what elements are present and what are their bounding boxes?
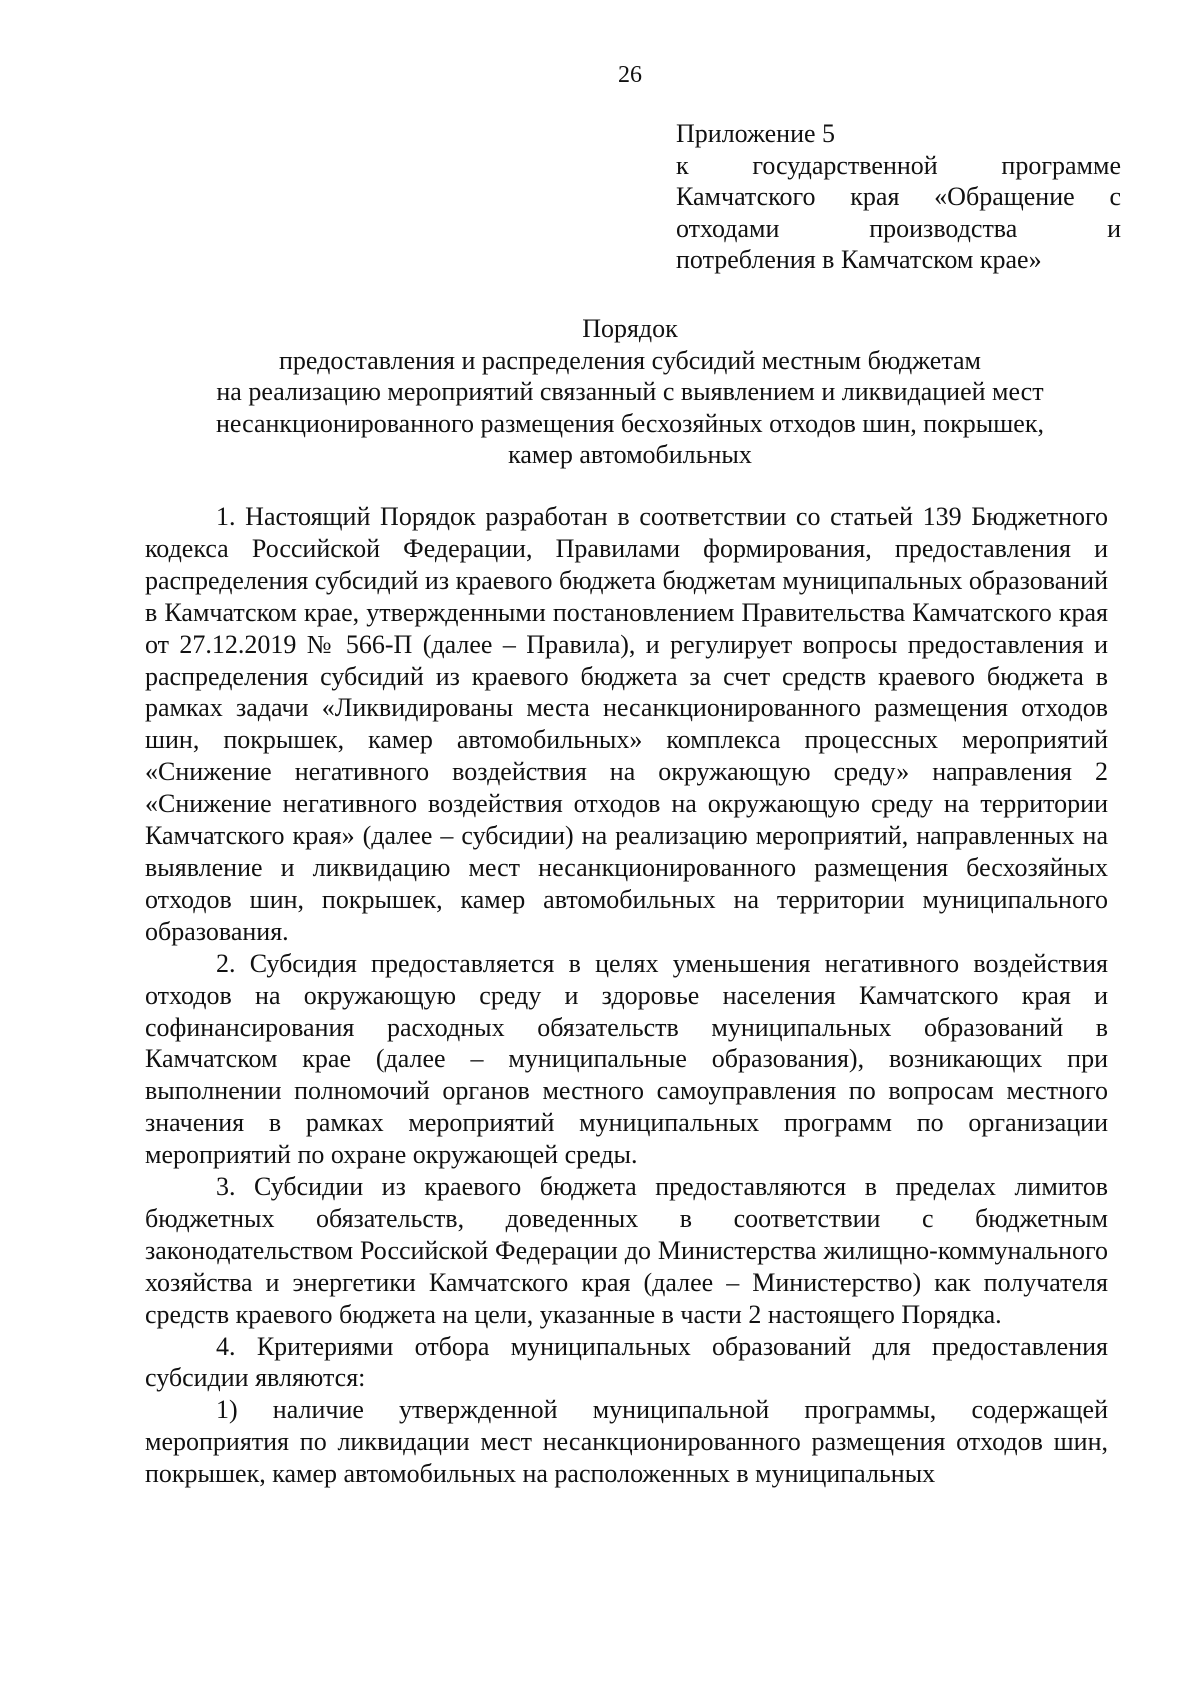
page-number: 26 bbox=[618, 62, 642, 88]
title-line: на реализацию мероприятий связанный с выявлением и ликвидацией мест bbox=[216, 377, 1044, 406]
appendix-header bbox=[676, 118, 1121, 276]
paragraph-4: 4. Критериями отбора муниципальных образований для предоставления субсидии являются: bbox=[145, 1331, 1108, 1393]
appendix-line: к государственной программе bbox=[676, 150, 1121, 180]
title-line: камер автомобильных bbox=[508, 440, 752, 469]
paragraph-4-item-1: 1) наличие утвержденной муниципальной программы, содержащей мероприятия по ликвидации мест несанкционированного размещения отходов шин, покрышек, камер автомобильных на расположенных в муниципальных bbox=[145, 1395, 1108, 1489]
appendix-line: Приложение 5 bbox=[676, 119, 836, 148]
paragraph-1: 1. Настоящий Порядок разработан в соответствии со статьей 139 Бюджетного кодекса Российской Федерации, Правилами формирования, предоставления и распределения субсидий из краевого бюджета бюджетам муниципальных образований в Камчатском крае, утвержденными постановлением Правительства Камчатского края от 27.12.2019 № 566-П (далее – Правила), и регулирует вопросы предоставления и распределения субсидий из краевого бюджета за счет средств краевого бюджета в рамках задачи «Ликвидированы места несанкционированного размещения отходов шин, покрышек, камер автомобильных» комплекса процессных мероприятий «Снижение негативного воздействия на окружающую среду» направления 2 «Снижение негативного воздействия отходов на окружающую среду на территории Камчатского края» (далее – субсидии) на реализацию мероприятий, направленных на выявление и ликвидацию мест несанкционированного размещения бесхозяйных отходов шин, покрышек, камер автомобильных на территории муниципального образования. bbox=[145, 502, 1108, 946]
title-line: несанкционированного размещения бесхозяйных отходов шин, покрышек, bbox=[216, 408, 1044, 438]
title-line: предоставления и распределения субсидий местным бюджетам bbox=[278, 345, 982, 375]
document-body bbox=[145, 501, 1108, 1490]
appendix-line: Камчатского края «Обращение с bbox=[676, 182, 1121, 211]
appendix-line: отходами производства и bbox=[676, 213, 1121, 243]
appendix-line: потребления в Камчатском крае» bbox=[676, 245, 1042, 274]
document-title bbox=[145, 313, 1115, 471]
paragraph-2: 2. Субсидия предоставляется в целях уменьшения негативного воздействия отходов на окружающую среду и здоровье населения Камчатского края и софинансирования расходных обязательств муниципальных образований в Камчатском крае (далее – муниципальные образования), возникающих при выполнении полномочий органов местного самоуправления по вопросам местного значения в рамках мероприятий муниципальных программ по организации мероприятий по охране окружающей среды. bbox=[145, 948, 1108, 1170]
title-line: Порядок bbox=[582, 314, 678, 343]
paragraph-3: 3. Субсидии из краевого бюджета предоставляются в пределах лимитов бюджетных обязательств, доведенных в соответствии с бюджетным законодательством Российской Федерации до Министерства жилищно-коммунального хозяйства и энергетики Камчатского края (далее – Министерство) как получателя средств краевого бюджета на цели, указанные в части 2 настоящего Порядка. bbox=[145, 1172, 1108, 1329]
